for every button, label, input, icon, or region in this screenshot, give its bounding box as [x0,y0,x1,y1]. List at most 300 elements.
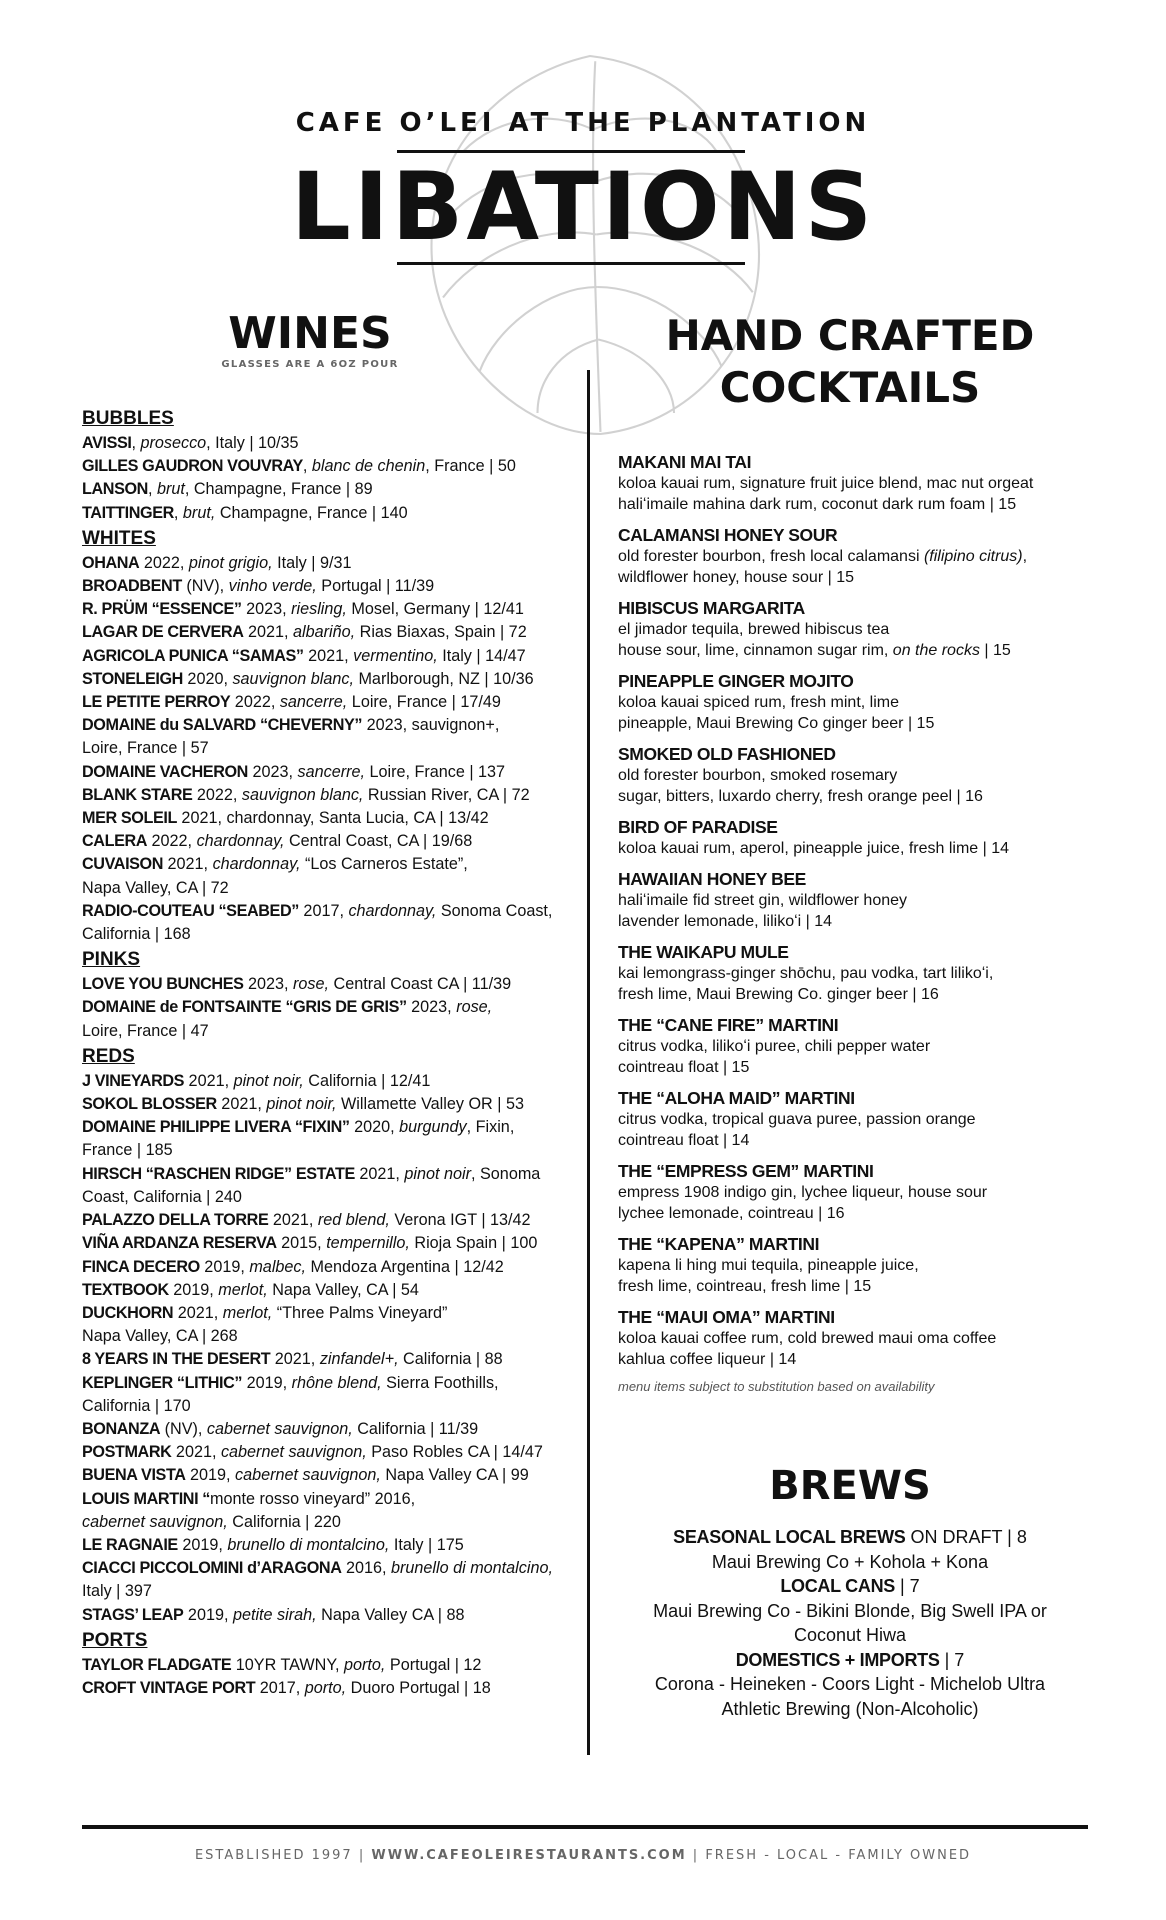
detail-text: 2021, [243,623,294,642]
detail-text: California | 12/41 [303,1071,431,1090]
name-text: CIACCI PICCOLOMINI d’ARAGONA [82,1559,342,1578]
detail-text: 2019, [199,1257,250,1276]
style-text: pinot grigio, [188,553,273,572]
brew-line [630,1574,1070,1599]
name-text: BUENA VISTA [82,1466,186,1485]
detail-text: 2019, [185,1466,236,1485]
cocktails-heading-line-2: COCKTAILS [719,363,981,412]
detail-text: | 7 [894,1576,920,1596]
name-text: AVISSI [82,434,132,452]
wine-line [82,598,582,621]
wine-section-heading: REDS [82,1045,135,1067]
detail-text: 2021, [216,1095,267,1114]
cocktail-description [618,1328,1088,1349]
detail-text: 2023, [241,600,292,619]
detail-text: empress 1908 indigo gin, lychee liqueur, house sour [618,1184,988,1201]
name-text: OHANA [82,553,140,572]
detail-text: old forester bourbon, smoked rosemary [618,767,898,784]
footer-separator: | [692,1848,706,1863]
wine-line [82,1256,582,1279]
detail-text: 2023, [243,975,294,994]
cocktail-description [618,1203,1088,1224]
cocktail-description [618,1276,1088,1297]
name-text: POSTMARK [82,1443,172,1462]
cocktail-list [618,451,1088,1394]
name-text: BLANK STARE [82,785,193,804]
wine-list [82,405,582,1700]
detail-text: 2021, [163,855,213,874]
footer-website-link[interactable]: WWW.CAFEOLEIRESTAURANTS.COM [371,1848,687,1863]
wine-line [82,807,582,830]
detail-text: old forester bourbon, fresh local calamansi [618,548,924,565]
cocktail-description [618,1182,1088,1203]
detail-text: Napa Valley CA | 88 [316,1605,465,1624]
name-text: 8 YEARS IN THE DESERT [82,1350,271,1369]
name-text: LE PETITE PERROY [82,693,231,712]
detail-text: Maui Brewing Co + Kohola + Kona [711,1551,989,1572]
detail-text: 2021, [173,1303,223,1322]
wine-line [82,478,582,501]
style-text: rose, [293,975,330,994]
detail-text: house sour, lime, cinnamon sugar rim, [618,642,893,659]
detail-text: “Los Carneros Estate”, [304,855,468,874]
wine-line [82,1070,582,1093]
detail-text: kapena li hing mui tequila, pineapple juice, [618,1257,919,1274]
cocktail-description [618,567,1088,588]
cocktail-name: HIBISCUS MARGARITA [618,598,805,618]
style-text: vermentino, [353,646,438,665]
detail-text: 2021, chardonnay, Santa Lucia, CA | 13/42 [176,809,489,828]
cocktail-name: CALAMANSI HONEY SOUR [618,525,838,545]
wine-line [82,691,582,714]
cocktail-name: THE WAIKAPU MULE [618,942,789,962]
detail-text: Napa Valley, CA | 72 [82,878,229,897]
detail-text: cointreau float | 14 [618,1132,750,1149]
detail-text: Maui Brewing Co - Bikini Blonde, Big Swell IPA or [653,1600,1047,1621]
style-text: brunello di montalcino, [391,1559,553,1578]
cocktail-description [618,890,1088,911]
cocktail-name: PINEAPPLE GINGER MOJITO [618,671,854,691]
detail-text: “Three Palms Vineyard” [272,1303,448,1322]
cocktail-description [618,838,1088,859]
wine-line [82,1395,582,1418]
name-text: FINCA DECERO [82,1257,200,1276]
detail-text: Portugal | 11/39 [316,577,435,596]
footer-tagline: FRESH - LOCAL - FAMILY OWNED [705,1848,972,1863]
wine-line [82,1418,582,1441]
wine-line [82,1348,582,1371]
detail-text: 2022, [139,553,189,572]
detail-text: Verona IGT | 13/42 [389,1211,531,1230]
style-text: sauvignon blanc, [232,669,354,688]
cocktail-item [618,868,1088,932]
footer-rule [82,1825,1088,1829]
detail-text: haliʻimaile mahina dark rum, coconut dark rum foam | 15 [618,496,1017,513]
detail-text: Athletic Brewing (Non-Alcoholic) [721,1698,979,1719]
cocktail-item [618,1087,1088,1151]
cocktail-name: THE “ALOHA MAID” MARTINI [618,1088,855,1108]
style-text: (filipino citrus) [923,548,1023,565]
detail-text: Coconut Hiwa [793,1625,907,1645]
cocktail-description [618,1036,1088,1057]
wine-section-heading: PORTS [82,1629,148,1651]
wine-line [82,502,582,525]
detail-text: Napa Valley CA | 99 [380,1466,529,1485]
detail-text: Italy | 397 [82,1582,152,1601]
detail-text: 2020, [182,669,233,688]
page-title: LIBATIONS [290,153,876,262]
style-text: cabernet sauvignon, [220,1443,367,1462]
style-text: sancerre, [279,693,348,712]
name-text: LE RAGNAIE [82,1535,178,1554]
brew-line [630,1599,1070,1624]
name-text: VIÑA ARDANZA RESERVA [82,1234,277,1253]
wine-line [82,1488,582,1511]
wine-line [82,1163,582,1186]
name-text: TAYLOR FLADGATE [82,1655,232,1674]
wine-line [82,455,582,478]
restaurant-name: CAFE O’LEI AT THE PLANTATION [295,108,871,138]
name-text: LOCAL CANS [780,1576,895,1596]
detail-text: California | 220 [227,1512,341,1531]
detail-text: , [173,503,183,522]
wine-line [82,923,582,946]
name-text: SOKOL BLOSSER [82,1095,217,1114]
style-text: rhône blend, [291,1373,382,1392]
detail-text: 2019, [242,1373,292,1392]
detail-text: (NV), [160,1419,207,1438]
wine-line [82,996,582,1019]
detail-text: monte rosso vineyard” 2016, [210,1489,416,1508]
style-text: sauvignon blanc, [241,785,364,804]
detail-text: pineapple, Maui Brewing Co ginger beer | 15 [618,715,935,732]
detail-text: Sonoma Coast, [436,901,553,920]
brew-list [630,1525,1070,1721]
detail-text: Loire, France | 47 [82,1021,209,1040]
wine-line [82,1534,582,1557]
style-text: brut, [182,503,216,522]
detail-text: | 15 [979,642,1011,659]
name-text: PALAZZO DELLA TORRE [82,1211,269,1230]
wine-line [82,1020,582,1043]
detail-text: Rias Biaxas, Spain | 72 [355,623,527,642]
wines-heading: WINES [228,308,392,359]
style-text: tempernillo, [326,1234,410,1253]
style-text: vinho verde, [228,577,317,596]
wine-line [82,645,582,668]
cocktail-item [618,816,1088,859]
wine-line [82,737,582,760]
detail-text: haliʻimaile fid street gin, wildflower honey [618,892,908,909]
cocktails-heading [640,310,1060,414]
detail-text: cointreau float | 15 [618,1059,750,1076]
cocktail-item [618,1014,1088,1078]
detail-text: koloa kauai rum, signature fruit juice blend, mac nut orgeat [618,475,1034,492]
name-text: CUVAISON [82,855,164,874]
detail-text: California | 11/39 [352,1419,479,1438]
cocktail-description [618,1349,1088,1370]
detail-text: | 7 [939,1649,965,1670]
style-text: malbec, [249,1257,307,1276]
style-text: merlot, [218,1280,268,1299]
detail-text: koloa kauai spiced rum, fresh mint, lime [618,694,899,711]
name-text: R. PRÜM “ESSENCE” [82,600,242,619]
wine-line [82,552,582,575]
detail-text: , Fixin, [466,1118,515,1137]
wine-line [82,1232,582,1255]
detail-text: 2023, sauvignon+, [362,716,500,735]
detail-text: Champagne, France | 140 [215,503,408,522]
detail-text: Paso Robles CA | 14/47 [366,1443,543,1462]
detail-text: lychee lemonade, cointreau | 16 [618,1205,845,1222]
style-text: brut [156,480,185,499]
cocktail-item [618,670,1088,734]
name-text: BROADBENT [82,577,182,596]
wine-line [82,1186,582,1209]
footer [0,1848,1166,1863]
wine-line [82,1654,582,1677]
detail-text: kahlua coffee liqueur | 14 [618,1351,797,1368]
cocktail-item [618,451,1088,515]
style-text: merlot, [222,1303,273,1322]
cocktail-item [618,1306,1088,1370]
detail-text: 2016, [341,1559,391,1578]
detail-text: Russian River, CA | 72 [363,785,530,804]
header-rule-bottom [397,262,745,265]
wine-line [82,1441,582,1464]
style-text: petite sirah, [232,1605,317,1624]
cocktail-item [618,743,1088,807]
detail-text: California | 170 [82,1396,191,1415]
cocktail-item [618,524,1088,588]
detail-text: 2020, [349,1118,400,1137]
name-text: GILLES GAUDRON VOUVRAY [82,457,303,476]
name-text: J VINEYARDS [82,1071,185,1090]
cocktail-name: THE “KAPENA” MARTINI [618,1234,820,1254]
style-text: cabernet sauvignon, [82,1512,228,1531]
cocktail-description [618,984,1088,1005]
wine-line [82,1302,582,1325]
style-text: riesling, [291,600,347,619]
name-text: DOMESTICS + IMPORTS [735,1649,940,1670]
name-text: HIRSCH “RASCHEN RIDGE” ESTATE [82,1164,355,1183]
detail-text: 2015, [276,1234,327,1253]
detail-text: Italy | 14/47 [437,646,526,665]
cocktail-description [618,1130,1088,1151]
detail-text: fresh lime, Maui Brewing Co. ginger beer | 16 [618,986,939,1003]
wine-section-heading: WHITES [82,527,156,549]
cocktail-description [618,494,1088,515]
style-text: pinot noir [404,1164,472,1183]
name-text: SEASONAL LOCAL BREWS [673,1527,906,1547]
brew-line [630,1672,1070,1697]
detail-text: 2023, [247,762,298,781]
wine-line [82,1209,582,1232]
brew-line [630,1525,1070,1550]
detail-text: 2022, [192,785,242,804]
detail-text: Duoro Portugal | 18 [346,1678,491,1697]
name-text: LANSON [82,480,148,499]
style-text: rose, [456,998,493,1017]
detail-text: 2021, [270,1350,320,1369]
detail-text: Corona - Heineken - Coors Light - Michelob Ultra [654,1674,1046,1694]
cocktail-name: MAKANI MAI TAI [618,452,752,472]
detail-text: Central Coast, CA | 19/68 [284,832,473,851]
wine-line [82,1372,582,1395]
cocktail-name: THE “EMPRESS GEM” MARTINI [618,1161,874,1181]
wine-line [82,1279,582,1302]
style-text: brunello di montalcino, [227,1535,390,1554]
detail-text: Rioja Spain | 100 [409,1234,538,1253]
detail-text: 2019, [183,1605,233,1624]
detail-text: , [302,457,312,476]
name-text: CALERA [82,832,148,851]
footer-separator: | [358,1848,372,1863]
detail-text: Sierra Foothills, [381,1373,499,1392]
availability-note: menu items subject to substitution based on availability [618,1379,935,1394]
detail-text: Central Coast CA | 11/39 [329,975,512,994]
name-text: DOMAINE PHILIPPE LIVERA “FIXIN” [82,1118,350,1137]
cocktail-description [618,546,1088,567]
detail-text: 2019, [177,1535,228,1554]
detail-text: 2021, [171,1443,221,1462]
wine-line [82,853,582,876]
cocktail-name: THE “CANE FIRE” MARTINI [618,1015,839,1035]
detail-text: Mosel, Germany | 12/41 [346,600,524,619]
detail-text: , [147,480,157,499]
name-text: DOMAINE VACHERON [82,762,248,781]
name-text: TAITTINGER [82,503,174,522]
cocktail-description [618,473,1088,494]
style-text: porto, [304,1678,347,1697]
detail-text: Italy | 9/31 [272,553,352,572]
detail-text: wildflower honey, house sour | 15 [618,569,854,586]
cocktail-description [618,713,1088,734]
detail-text: citrus vodka, lilikoʻi puree, chili pepper water [618,1038,931,1055]
detail-text: Loire, France | 17/49 [347,693,501,712]
brew-line [630,1648,1070,1673]
wine-line [82,973,582,996]
detail-text: Loire, France | 137 [364,762,506,781]
name-text: TEXTBOOK [82,1280,169,1299]
name-text: DOMAINE de FONTSAINTE “GRIS DE GRIS” [82,998,407,1017]
detail-text: koloa kauai rum, aperol, pineapple juice, fresh lime | 14 [618,840,1010,857]
detail-text: California | 88 [398,1350,503,1369]
column-divider [587,370,590,1755]
style-text: on the rocks [892,642,980,659]
cocktail-description [618,619,1088,640]
cocktails-heading-line-1: HAND CRAFTED [665,311,1035,360]
name-text: AGRICOLA PUNICA “SAMAS” [82,646,304,665]
detail-text: 2019, [168,1280,219,1299]
wine-line [82,1604,582,1627]
detail-text: Loire, France | 57 [82,739,209,758]
detail-text: Willamette Valley OR | 53 [336,1095,524,1114]
name-text: MER SOLEIL [82,809,177,828]
detail-text: , Sonoma [471,1164,541,1183]
wine-line [82,432,582,455]
brew-line [630,1623,1070,1648]
detail-text: , Italy | 10/35 [206,434,299,452]
detail-text: ON DRAFT | 8 [905,1527,1027,1547]
detail-text: fresh lime, cointreau, fresh lime | 15 [618,1278,872,1295]
detail-text: el jimador tequila, brewed hibiscus tea [618,621,890,638]
cocktail-name: THE “MAUI OMA” MARTINI [618,1307,835,1327]
cocktail-description [618,1057,1088,1078]
cocktail-description [618,1109,1088,1130]
detail-text: lavender lemonade, lilikoʻi | 14 [618,913,833,930]
detail-text: Italy | 175 [389,1535,464,1554]
wine-line [82,1093,582,1116]
detail-text: 2022, [230,693,280,712]
wine-line [82,714,582,737]
cocktail-description [618,640,1088,661]
style-text: chardonnay, [196,832,285,851]
name-text: RADIO-COUTEAU “SEABED” [82,901,299,920]
wines-subheading: GLASSES ARE A 6OZ POUR [221,359,399,370]
detail-text: 2021, [184,1071,234,1090]
cocktail-description [618,963,1088,984]
brews-heading: BREWS [769,1463,931,1509]
cocktail-name: BIRD OF PARADISE [618,817,778,837]
cocktail-description [618,765,1088,786]
detail-text: Mendoza Argentina | 12/42 [306,1257,504,1276]
wine-line [82,830,582,853]
detail-text: Napa Valley, CA | 268 [82,1327,238,1346]
detail-text: , France | 50 [425,457,516,476]
cocktail-item [618,1233,1088,1297]
name-text: LAGAR DE CERVERA [82,623,244,642]
wine-line [82,761,582,784]
style-text: chardonnay, [212,855,305,874]
style-text: sancerre, [297,762,365,781]
cocktail-description [618,786,1088,807]
style-text: red blend, [317,1211,390,1230]
detail-text: sugar, bitters, luxardo cherry, fresh orange peel | 16 [618,788,983,805]
detail-text: Portugal | 12 [385,1655,482,1674]
detail-text: Napa Valley, CA | 54 [267,1280,419,1299]
wine-line [82,1116,582,1139]
cocktail-description [618,911,1088,932]
style-text: blanc de chenin [311,457,426,476]
wine-section-heading: PINKS [82,949,141,971]
style-text: porto, [344,1655,386,1674]
cocktail-description [618,692,1088,713]
wine-line [82,1464,582,1487]
cocktail-name: SMOKED OLD FASHIONED [618,744,836,764]
wine-line [82,877,582,900]
detail-text: 2021, [268,1211,318,1230]
detail-text: (NV), [181,577,229,596]
name-text: STONELEIGH [82,669,183,688]
detail-text: citrus vodka, tropical guava puree, passion orange [618,1111,976,1128]
name-text: LOUIS MARTINI “ [82,1489,210,1508]
wine-line [82,1580,582,1603]
cocktail-name: HAWAIIAN HONEY BEE [618,869,806,889]
detail-text: 2021, [354,1164,405,1183]
cocktail-item [618,597,1088,661]
detail-text: 2023, [406,998,457,1017]
detail-text: 2021, [303,646,354,665]
detail-text: 2017, [255,1678,305,1697]
wine-line [82,1511,582,1534]
detail-text: France | 185 [82,1141,173,1160]
detail-text: California | 168 [82,925,191,944]
name-text: LOVE YOU BUNCHES [82,975,244,994]
detail-text: , [1022,548,1028,565]
name-text: KEPLINGER “LITHIC” [82,1373,243,1392]
brew-line [630,1550,1070,1575]
